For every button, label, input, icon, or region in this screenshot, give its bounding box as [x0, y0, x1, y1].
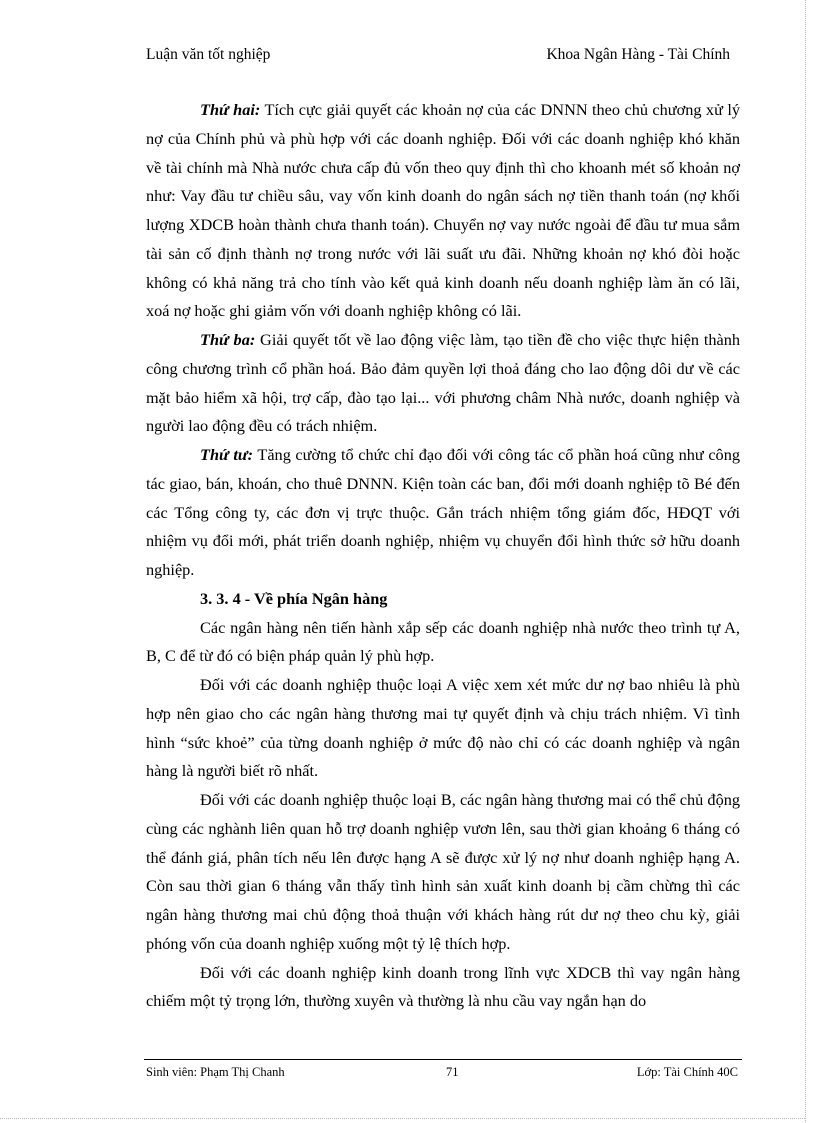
header-faculty-label: Khoa Ngân Hàng - Tài Chính [546, 46, 730, 63]
paragraph-thu-tu [146, 441, 740, 585]
document-body [146, 96, 740, 1016]
page-edge-bottom [0, 1118, 805, 1119]
header-thesis-label: Luận văn tốt nghiệp [146, 46, 271, 63]
page-header [146, 46, 730, 68]
paragraph-lead: Thứ ba: [200, 330, 256, 349]
paragraph-lead: Thứ hai: [200, 100, 261, 119]
section-paragraph: Đối với các doanh nghiệp thuộc loại A việc xem xét mức dư nợ bao nhiêu là phù hợp nên giao cho các ngân hàng thương mai tự quyết định và chịu trách nhiệm. Vì tình hình “sức khoẻ” của từng doanh nghiệp ở mức độ nào chỉ có các doanh nghiệp và ngân hàng là người biết rõ nhất. [146, 675, 740, 781]
paragraph-text: Giải quyết tốt về lao động việc làm, tạo tiền đề cho việc thực hiện thành công chương trình cổ phần hoá. Bảo đảm quyền lợi thoả đáng cho lao động dôi dư về các mặt bảo hiểm xã hội, trợ cấp, đào tạo lại... với phương châm Nhà nước, doanh nghiệp và người lao động đều có trách nhiệm. [146, 330, 741, 436]
footer-page-number: 71 [446, 1065, 459, 1079]
section-paragraph: Đối với các doanh nghiệp thuộc loại B, các ngân hàng thương mai có thể chủ động cùng các nghành liên quan hỗ trợ doanh nghiệp vươn lên, sau thời gian khoảng 6 tháng có thể đánh giá, phân tích nếu lên được hạng A sẽ được xử lý nợ như doanh nghiệp hạng A. Còn sau thời gian 6 tháng vẫn thấy tình hình sản xuất kinh doanh bị cầm chừng thì các ngân hàng thương mai chủ động thoả thuận với khách hàng rút dư nợ theo chu kỳ, giải phóng vốn của doanh nghiệp xuống một tỷ lệ thích hợp. [146, 790, 740, 953]
footer-class: Lớp: Tài Chính 40C [636, 1065, 738, 1079]
paragraph-thu-hai [146, 96, 740, 326]
section-paragraph: Các ngân hàng nên tiến hành xắp sếp các doanh nghiệp nhà nước theo trình tự A, B, C để từ đó có biện pháp quản lý phù hợp. [146, 617, 740, 666]
footer-divider [144, 1059, 742, 1060]
footer-student-name: Sinh viên: Phạm Thị Chanh [146, 1065, 285, 1079]
page-footer [146, 1065, 738, 1085]
paragraph-thu-ba [146, 326, 740, 441]
section-paragraph: Đối với các doanh nghiệp kinh doanh trong lĩnh vực XDCB thì vay ngân hàng chiếm một tỷ trọng lớn, thường xuyên và thường là nhu cầu vay ngắn hạn do [146, 962, 740, 1011]
paragraph-lead: Thứ tư: [200, 445, 254, 464]
paragraph-text: Tăng cường tổ chức chỉ đạo đối với công tác cổ phần hoá cũng như công tác giao, bán, khoán, cho thuê DNNN. Kiện toàn các ban, đổi mới doanh nghiệp tõ Bé đến các Tổng công ty, các đơn vị trực thuộc. Gắn trách nhiệm tổng giám đốc, HĐQT với nhiệm vụ đổi mới, phát triển doanh nghiệp, nhiệm vụ chuyển đổi hình thức sở hữu doanh nghiệp. [146, 445, 740, 579]
section-heading: 3. 3. 4 - Về phía Ngân hàng [200, 588, 388, 608]
paragraph-text: Tích cực giải quyết các khoản nợ của các DNNN theo chủ chương xử lý nợ của Chính phủ và phù hợp với các doanh nghiệp. Đối với các doanh nghiệp khó khăn về tài chính mà Nhà nước chưa cấp đủ vốn theo quy định thì cho khoanh mét số khoản nợ như: Vay đầu tư chiều sâu, vay vốn kinh doanh do ngân sách nợ tiền thanh toán (nợ khối lượng XDCB hoàn thành chưa thanh toán). Chuyển nợ vay nước ngoài để đầu tư mua sắm tài sản cố định thành nợ trong nước với lãi suất ưu đãi. Những khoản nợ khó đòi hoặc không có khả năng trả cho tính vào kết quả kinh doanh nếu doanh nghiệp làm ăn có lãi, xoá nợ hoặc ghi giảm vốn với doanh nghiệp không có lãi. [146, 100, 740, 321]
page-edge-right [805, 0, 806, 1123]
